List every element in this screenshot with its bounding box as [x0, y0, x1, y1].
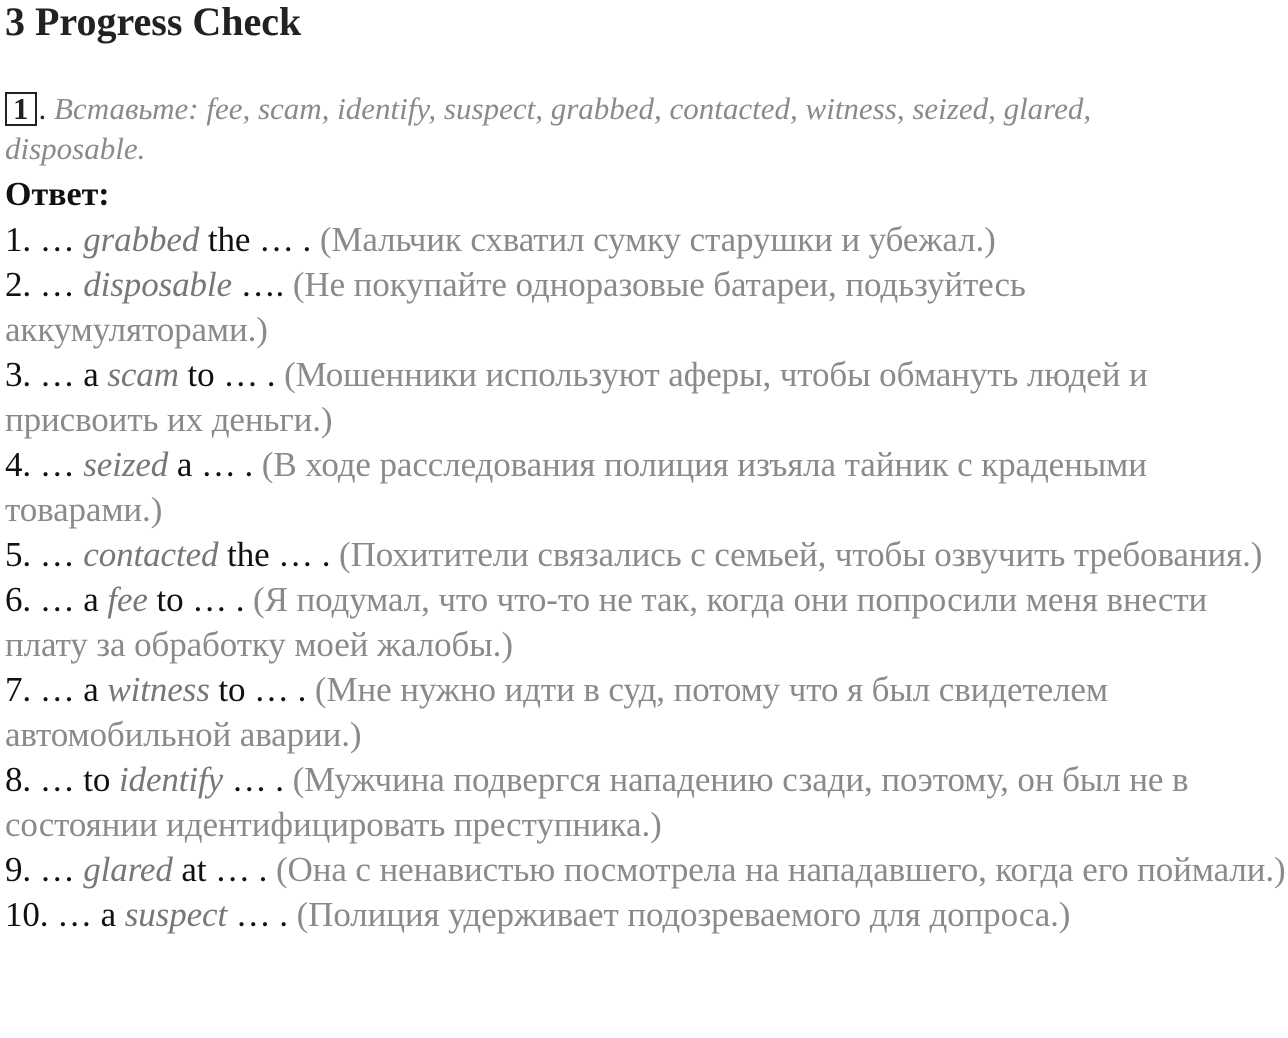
answer-number: 10. … a — [5, 895, 125, 934]
answer-translation: (Мошенники используют аферы, чтобы обмануть людей и присвоить их деньги.) — [5, 355, 1148, 439]
answer-context: at … . — [172, 850, 276, 889]
answer-item — [5, 262, 1287, 352]
answer-number: 6. … a — [5, 580, 108, 619]
answer-number: 7. … a — [5, 670, 108, 709]
answer-item — [5, 892, 1287, 937]
task-instruction-text: Вставьте: fee, scam, identify, suspect, grabbed, contacted, witness, seized, glared, disposable. — [5, 91, 1092, 166]
answer-list — [5, 217, 1287, 937]
task-instruction — [5, 89, 1235, 169]
answer-translation: (В ходе расследования полиция изъяла тайник с крадеными товарами.) — [5, 445, 1147, 529]
answer-number: 8. … to — [5, 760, 119, 799]
answer-translation: (Мальчик схватил сумку старушки и убежал.) — [319, 220, 996, 259]
answer-word: contacted — [83, 535, 219, 574]
answer-word: identify — [118, 760, 224, 799]
answer-label: Ответ: — [5, 176, 110, 213]
answer-word: witness — [107, 670, 210, 709]
answer-item — [5, 352, 1287, 442]
answer-word: fee — [107, 580, 148, 619]
answer-context: to … . — [178, 355, 285, 394]
answer-word: seized — [83, 445, 169, 484]
answer-context: to … . — [147, 580, 254, 619]
answer-number: 2. … — [5, 265, 84, 304]
answer-item — [5, 532, 1287, 577]
answer-number: 1. … — [5, 220, 84, 259]
answer-item — [5, 577, 1287, 667]
answer-translation: (Я подумал, что что-то не так, когда они попросили меня внести плату за обработку моей жалобы.) — [5, 580, 1208, 664]
answer-context: …. — [232, 265, 293, 304]
answer-translation: (Мужчина подвергся нападению сзади, поэтому, он был не в состоянии идентифицировать преступника.) — [5, 760, 1189, 844]
answer-word: glared — [83, 850, 173, 889]
answer-context: to … . — [209, 670, 315, 709]
answer-word: disposable — [83, 265, 232, 304]
answer-translation: (Полиция удерживает подозреваемого для допроса.) — [296, 895, 1071, 934]
answer-number: 5. … — [5, 535, 84, 574]
answer-number: 3. … a — [5, 355, 108, 394]
answer-number: 9. … — [5, 850, 84, 889]
answer-word: grabbed — [83, 220, 200, 259]
answer-translation: (Не покупайте одноразовые батареи, подьзуйтесь аккумуляторами.) — [5, 265, 1026, 349]
page-title: 3 Progress Check — [5, 0, 302, 44]
answer-item — [5, 667, 1287, 757]
task-number-badge: 1 — [5, 92, 37, 126]
answer-item — [5, 847, 1287, 892]
answer-context: a … . — [168, 445, 262, 484]
document-page — [5, 0, 1285, 937]
answer-translation: (Похитители связались с семьей, чтобы озвучить требования.) — [339, 535, 1263, 574]
answer-context: … . — [227, 895, 297, 934]
answer-context: the … . — [218, 535, 340, 574]
answer-context: … . — [223, 760, 293, 799]
answer-translation: (Она с ненавистью посмотрела на нападавшего, когда его поймали.) — [275, 850, 1286, 889]
answer-item — [5, 757, 1287, 847]
answer-item — [5, 217, 1287, 262]
answer-context: the … . — [199, 220, 320, 259]
answer-item — [5, 442, 1287, 532]
answer-word: suspect — [124, 895, 228, 934]
task-number-dot: . — [38, 91, 47, 126]
answer-number: 4. … — [5, 445, 84, 484]
answer-translation: (Мне нужно идти в суд, потому что я был свидетелем автомобильной аварии.) — [5, 670, 1108, 754]
answer-word: scam — [107, 355, 179, 394]
